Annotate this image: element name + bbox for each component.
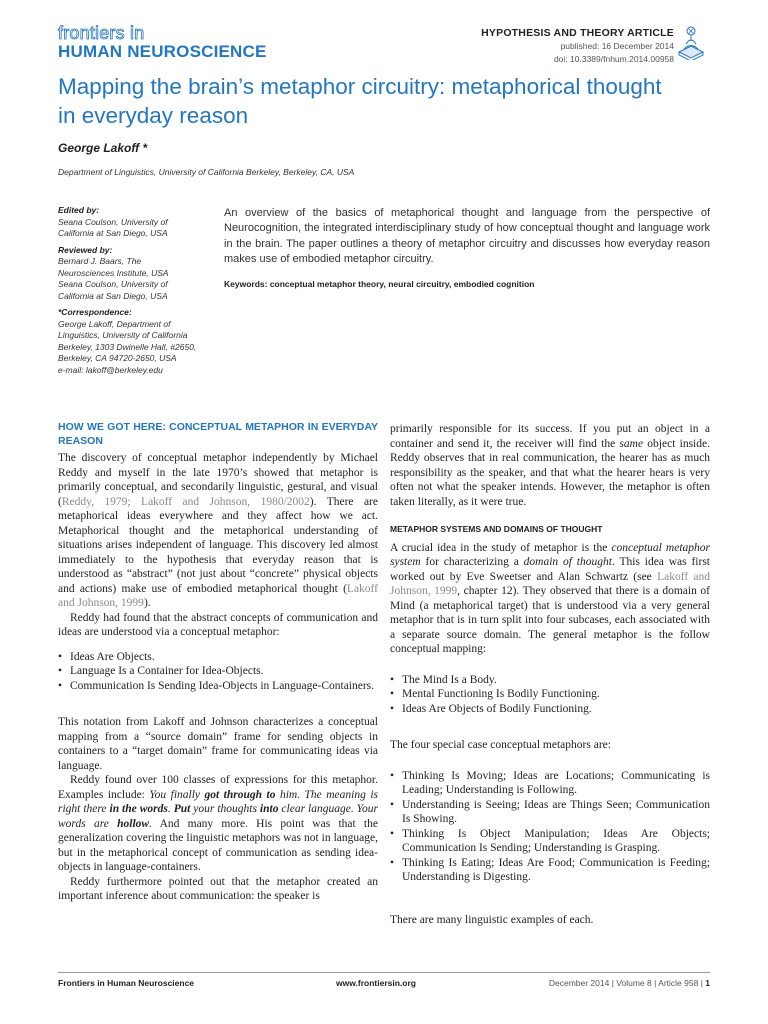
editorial-info bbox=[58, 205, 198, 376]
edited-by-label: Edited by: bbox=[58, 205, 100, 215]
reviewer-1: Bernard J. Baars, The Neurosciences Institute, USA bbox=[58, 256, 169, 278]
paragraph: Reddy had found that the abstract concepts of communication and ideas are understood via a conceptual metaphor: bbox=[58, 611, 378, 638]
section-heading: HOW WE GOT HERE: CONCEPTUAL METAPHOR IN EVERYDAY REASON bbox=[58, 421, 378, 447]
list-item: • Communication Is Sending Idea-Objects in Language-Containers. bbox=[58, 679, 378, 694]
subsection-heading: METAPHOR SYSTEMS AND DOMAINS OF THOUGHT bbox=[390, 524, 603, 534]
list-item: • Thinking Is Eating; Ideas Are Food; Communication is Feeding; Understanding is Digesting. bbox=[390, 856, 710, 885]
logo-bottom-text: HUMAN NEUROSCIENCE bbox=[58, 42, 267, 61]
paragraph: Reddy found over 100 classes of expressions for this metaphor. Examples include: You finally got through to him. The meaning is right there in the words. Put your thoughts into clear language. Your words are hollow. And many more. His point was that the generalization covering the linguistic metaphors was not in language, but in the metaphorical concept of communication as sending idea-objects in language-containers. bbox=[58, 774, 378, 873]
paragraph: primarily responsible for its success. If you put an object in a container and send it, the receiver will find the same object inside. Reddy observes that in real communication, the hearer has as much responsibility as the speaker, and that what the hearer hears is very often not what the speaker intends. However, the metaphor is often taken literally, as it were true. bbox=[390, 423, 710, 508]
correspondence-label: *Correspondence: bbox=[58, 307, 132, 317]
article-type-icon bbox=[676, 22, 706, 60]
paragraph: This notation from Lakoff and Johnson characterizes a conceptual mapping from a “source domain” frame for sending objects in containers to a “target domain” frame for communicating ideas via language. bbox=[58, 716, 378, 772]
bullet-list bbox=[390, 769, 710, 885]
email-link[interactable]: e-mail: lakoff@berkeley.edu bbox=[58, 364, 163, 375]
paragraph: The four special case conceptual metaphors are: bbox=[390, 739, 611, 751]
list-item: • The Mind Is a Body. bbox=[390, 673, 710, 688]
list-item: • Ideas Are Objects of Bodily Functioning. bbox=[390, 702, 710, 717]
body-column-left bbox=[58, 420, 378, 904]
keywords: Keywords: conceptual metaphor theory, neural circuitry, embodied cognition bbox=[224, 279, 535, 289]
bullet-list bbox=[58, 650, 378, 694]
list-item: • Language Is a Container for Idea-Objects. bbox=[58, 664, 378, 679]
reference-link[interactable]: Lakoff and Johnson, 1999 bbox=[390, 570, 711, 597]
list-item: • Mental Functioning Is Bodily Functioning. bbox=[390, 687, 710, 702]
page-number: 1 bbox=[705, 978, 710, 988]
reference-link[interactable]: Lakoff and Johnson, 1999 bbox=[58, 582, 378, 609]
article-header-info bbox=[481, 27, 674, 65]
affiliation: Department of Linguistics, University of California Berkeley, Berkeley, CA, USA bbox=[58, 167, 355, 177]
bullet-list bbox=[390, 673, 710, 717]
journal-logo bbox=[58, 24, 267, 60]
paragraph: A crucial idea in the study of metaphor is the conceptual metaphor system for characterizing a domain of thought. This idea was first worked out by Eve Sweetser and Alan Schwartz (see Lakoff and Johnson, 1999, chapter 12). They observed that there is a domain of Mind (a metaphorical target) that is understood via a very general metaphor that is in turn split into four subcases, each associated with a separate source domain. The general metaphor is the follow conceptual mapping: bbox=[390, 541, 711, 655]
footer-issue: December 2014 | Volume 8 | Article 958 | 1 bbox=[548, 978, 710, 988]
paragraph: Reddy furthermore pointed out that the metaphor created an important inference about communication: the speaker is bbox=[58, 875, 378, 902]
article-title: Mapping the brain’s metaphor circuitry: metaphorical thought in everyday reason bbox=[58, 74, 662, 128]
correspondence: George Lakoff, Department of Linguistics, University of California Berkeley, 1303 Dwinelle Hall, #2650, Berkeley, CA 94720-2650, USA bbox=[58, 318, 197, 363]
list-item: • Ideas Are Objects. bbox=[58, 650, 378, 665]
footer-journal: Frontiers in Human Neuroscience bbox=[58, 978, 195, 988]
abstract: An overview of the basics of metaphorical thought and language from the perspective of Neurocognition, the integrated interdisciplinary study of how conceptual thought and language work in the brain. The paper outlines a theory of metaphor circuitry and discusses how everyday reason makes use of embodied metaphor circuitry. bbox=[224, 207, 710, 266]
reviewed-by-label: Reviewed by: bbox=[58, 244, 113, 255]
article-type: HYPOTHESIS AND THEORY ARTICLE bbox=[481, 27, 674, 39]
body-column-right bbox=[390, 422, 710, 927]
footer-url[interactable]: www.frontiersin.org bbox=[336, 978, 416, 988]
paragraph: The discovery of conceptual metaphor independently by Michael Reddy and myself in the late 1970’s showed that metaphor is primarily conceptual, and secondarily linguistic, gestural, and visual (Reddy, 1979; Lakoff and Johnson, 1980/2002). There are metaphorical ideas everywhere and they affect how we act. Metaphorical thought and the metaphorical understanding of situations arises independent of language. This discovery led almost immediately to the hypothesis that everyday reason that is understood as “abstract” (not just about “concrete” physical objects and actions) make use of embodied metaphorical thought (Lakoff and Johnson, 1999). bbox=[58, 452, 378, 609]
editor: Seana Coulson, University of California at San Diego, USA bbox=[58, 216, 168, 238]
reviewer-2: Seana Coulson, University of California at San Diego, USA bbox=[58, 279, 168, 301]
list-item: • Thinking Is Object Manipulation; Ideas Are Objects; Communication Is Sending; Understanding is Grasping. bbox=[390, 827, 710, 856]
published-date: published: 16 December 2014 bbox=[560, 41, 674, 51]
reference-link[interactable]: Reddy, 1979; Lakoff and Johnson, 1980/2002 bbox=[61, 495, 310, 508]
doi: doi: 10.3389/fnhum.2014.00958 bbox=[553, 54, 674, 64]
list-item: • Thinking Is Moving; Ideas are Locations; Communicating is Leading; Understanding is Following. bbox=[390, 769, 710, 798]
footer-divider bbox=[58, 972, 710, 973]
author: George Lakoff * bbox=[58, 141, 148, 155]
paragraph: There are many linguistic examples of each. bbox=[390, 913, 594, 926]
logo-top-text: frontiers in bbox=[58, 23, 145, 43]
list-item: • Understanding is Seeing; Ideas are Things Seen; Communication Is Showing. bbox=[390, 798, 710, 827]
